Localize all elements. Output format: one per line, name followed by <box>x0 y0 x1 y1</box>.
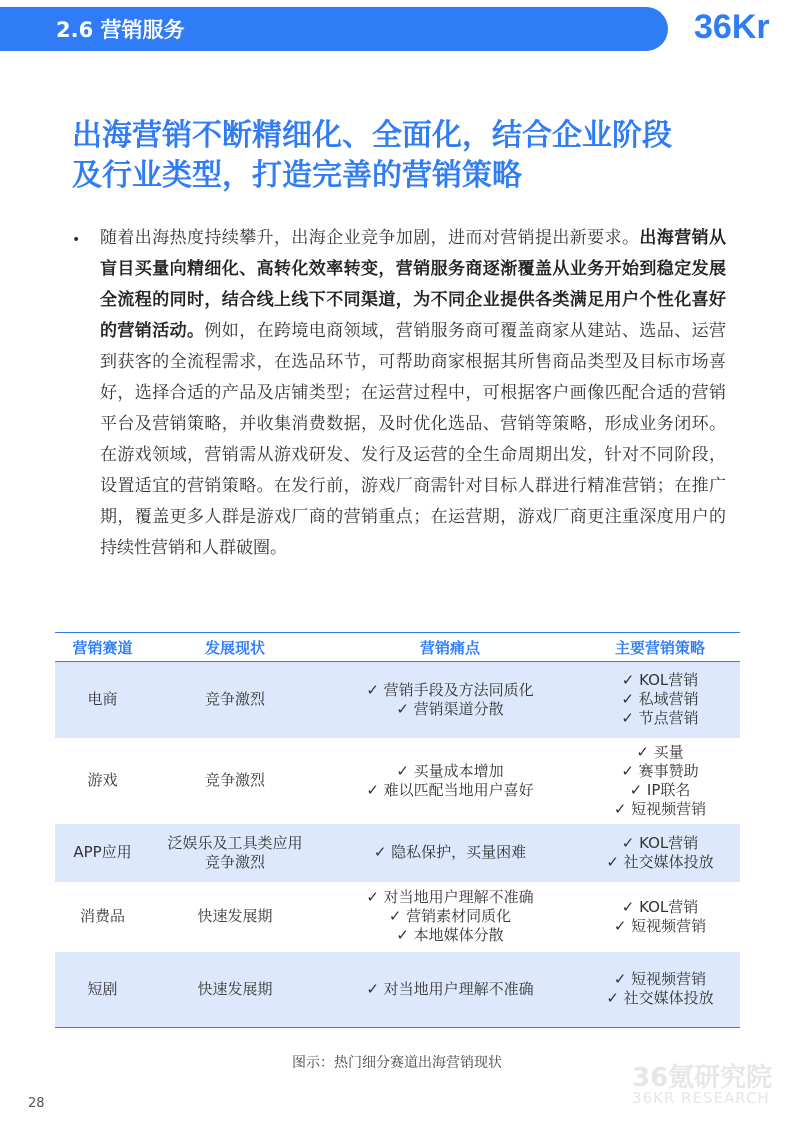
cell-strategies-line: ✓ 社交媒体投放 <box>606 852 714 871</box>
cell-pains-line: ✓ 对当地用户理解不准确 <box>366 979 534 998</box>
header-bar <box>0 0 794 52</box>
cell-status-line: 快速发展期 <box>197 907 273 925</box>
cell-track: 电商 <box>55 662 150 738</box>
cell-strategies-line: ✓ 私域营销 <box>621 690 699 709</box>
page-headline <box>72 116 752 196</box>
cell-strategies <box>580 952 740 1028</box>
cell-status-line: 泛娱乐及工具类应用 <box>167 833 303 852</box>
cell-strategies-line: ✓ 短视频营销 <box>613 916 707 935</box>
36kr-logo <box>676 2 794 52</box>
table-body <box>55 662 740 1028</box>
cell-strategies-line: ✓ IP联名 <box>629 780 691 799</box>
cell-status-line: 快速发展期 <box>197 979 273 998</box>
header-pains: 营销痛点 <box>320 633 580 662</box>
table-row <box>55 882 740 952</box>
cell-status <box>150 882 320 952</box>
body-rest: 例如，在跨境电商领域，营销服务商可覆盖商家从建站、选品、运营到获客的全流程需求，在选品环节，可帮助商家根据其所售商品类型及目标市场喜好，选择合适的产品及店铺类型；在运营过程中，可根据客户画像匹配合适的营销平台及营销策略，并收集消费数据，及时优化选品、营销等策略，形成业务闭环。在游戏领域，营销需从游戏研发、发行及运营的全生命周期出发，针对不同阶段，设置适宜的营销策略。在发行前，游戏厂商需针对目标人群进行精准营销；在推广期，覆盖更多人群是游戏厂商的营销重点；在运营期，游戏厂商更注重深度用户的持续性营销和人群破圈。 <box>100 321 727 558</box>
marketing-table <box>55 632 740 1028</box>
cell-strategies-line: ✓ 赛事赞助 <box>621 761 699 780</box>
cell-strategies <box>580 662 740 738</box>
cell-status-line: 竞争激烈 <box>204 690 265 709</box>
cell-strategies <box>580 738 740 824</box>
cell-pains <box>320 952 580 1028</box>
bullet-marker: • <box>72 232 81 248</box>
cell-pains-line: ✓ 本地媒体分散 <box>396 926 504 944</box>
cell-pains-line: ✓ 营销手段及方法同质化 <box>366 680 534 699</box>
table-row <box>55 824 740 882</box>
cell-pains <box>320 738 580 824</box>
section-label: 2.6 营销服务 <box>56 18 185 42</box>
cell-strategies-line: ✓ KOL营销 <box>621 671 699 690</box>
body-paragraph <box>100 223 726 564</box>
cell-status-line: 竞争激烈 <box>204 771 265 789</box>
body-emphasis: 出海营销从盲目买量向精细化、高转化效率转变，营销服务商逐渐覆盖从业务开始到稳定发展全流程的同时，结合线上线下不同渠道，为不同企业提供各类满足用户个性化喜好的营销活动。 <box>100 228 727 341</box>
headline-line-2: 及行业类型，打造完善的营销策略 <box>72 158 522 193</box>
page-number: 28 <box>28 1096 45 1111</box>
body-intro: 随着出海热度持续攀升，出海企业竞争加剧，进而对营销提出新要求。 <box>100 228 640 248</box>
cell-strategies-line: ✓ KOL营销 <box>621 897 699 916</box>
figure-caption: 图示：热门细分赛道出海营销现状 <box>292 1055 502 1071</box>
cell-strategies-line: ✓ 短视频营销 <box>613 970 707 989</box>
cell-track: 游戏 <box>87 771 118 789</box>
cell-pains-line: ✓ 难以匹配当地用户喜好 <box>366 780 534 799</box>
cell-track: APP应用 <box>55 824 150 882</box>
cell-pains-line: ✓ 营销渠道分散 <box>396 699 504 718</box>
cell-status-line: 竞争激烈 <box>204 852 265 871</box>
cell-strategies-line: ✓ 节点营销 <box>621 709 699 728</box>
cell-status <box>150 662 320 738</box>
cell-strategies-line: ✓ KOL营销 <box>621 833 699 852</box>
cell-pains-line: ✓ 对当地用户理解不准确 <box>366 888 534 906</box>
cell-strategies <box>580 882 740 952</box>
cell-pains-line: ✓ 买量成本增加 <box>396 761 504 780</box>
header-track: 营销赛道 <box>55 633 150 662</box>
table-row <box>55 662 740 738</box>
table-row <box>55 738 740 824</box>
cell-pains-line: ✓ 隐私保护，买量困难 <box>373 843 527 861</box>
table-row <box>55 952 740 1028</box>
cell-strategies-line: ✓ 社交媒体投放 <box>606 989 714 1008</box>
svg-text:36Kr: 36Kr <box>694 8 770 46</box>
cell-status <box>150 738 320 824</box>
cell-pains <box>320 824 580 882</box>
cell-status <box>150 952 320 1028</box>
cell-status <box>150 824 320 882</box>
cell-track: 短剧 <box>55 952 150 1028</box>
cell-strategies-line: ✓ 买量 <box>636 742 684 761</box>
cell-strategies <box>580 824 740 882</box>
cell-pains <box>320 662 580 738</box>
cell-pains <box>320 882 580 952</box>
header-status: 发展现状 <box>150 633 320 662</box>
table-header-row <box>55 633 740 662</box>
cell-strategies-line: ✓ 短视频营销 <box>613 799 707 818</box>
cell-pains-line: ✓ 营销素材同质化 <box>388 907 512 925</box>
watermark-cn: 36氪研究院 <box>632 1063 773 1093</box>
watermark-en: 36KR RESEARCH <box>632 1089 770 1107</box>
headline-line-1: 出海营销不断精细化、全面化，结合企业阶段 <box>72 118 672 153</box>
cell-track: 消费品 <box>79 907 125 925</box>
header-strategies: 主要营销策略 <box>580 633 740 662</box>
